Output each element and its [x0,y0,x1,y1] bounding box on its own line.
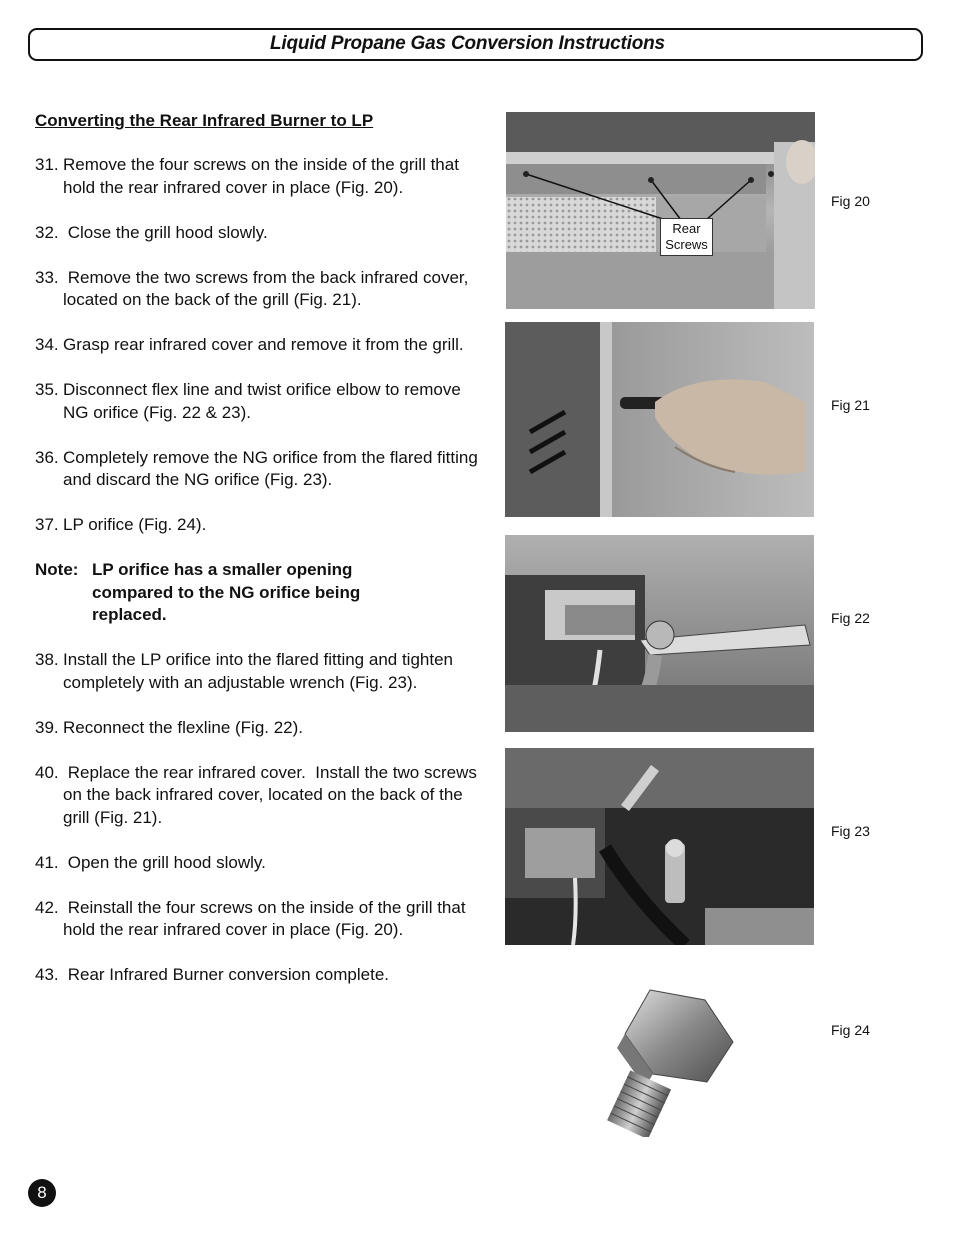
note-label: Note: [35,560,79,579]
step-36 [35,447,485,492]
step-text: Disconnect flex line and twist orifice elbow to remove NG orifice (Fig. 22 & 23). [63,380,461,422]
step-43 [35,964,485,987]
fig-21-illustration [505,322,814,517]
step-38 [35,649,485,694]
callout-line-1: Rear [672,221,701,236]
step-number: 41. [35,852,59,872]
fig-21-photo [505,322,814,517]
fig-20-label: Fig 20 [831,193,870,209]
step-37 [35,514,485,537]
step-text: Completely remove the NG orifice from the flared fitting and discard the NG orifice (Fig. 23). [63,447,478,489]
fig-24-photo [595,982,740,1137]
step-text: Rear Infrared Burner conversion complete. [63,965,389,984]
step-text: LP orifice (Fig. 24). [63,515,207,534]
step-39 [35,717,485,740]
step-41 [35,852,485,875]
step-number: 35. [35,380,59,399]
step-number: 32. [35,222,59,242]
step-31 [35,154,485,199]
fig-21-label: Fig 21 [831,397,870,413]
step-35 [35,379,485,424]
step-number: 33. [35,267,59,287]
step-42 [35,897,485,942]
fig-23-photo [505,748,814,945]
orifice-icon [595,982,740,1137]
step-text: Reconnect the flexline (Fig. 22). [63,717,304,737]
fig-24-label: Fig 24 [831,1022,870,1038]
callout-line-2: Screws [665,237,708,252]
step-number: 39. [35,717,59,737]
fig-20-photo [506,112,815,309]
fig-20-illustration [506,112,815,309]
step-text: Install the LP orifice into the flared fitting and tighten completely with an adjustable wrench (Fig. 23). [63,650,453,692]
fig-22-photo [505,535,814,732]
instruction-list [35,154,485,1009]
fig-23-illustration [505,748,814,945]
fig-22-label: Fig 22 [831,610,870,626]
step-text: Replace the rear infrared cover. Install the two screws on the back infrared cover, located on the back of the grill (Fig. 21). [63,762,482,827]
step-text: Remove the two screws from the back infrared cover, located on the back of the grill (Fig. 21). [63,267,474,309]
page-title: Liquid Propane Gas Conversion Instructions [270,33,665,54]
header-box [28,28,923,61]
page-number: 8 [28,1179,56,1207]
step-text: Grasp rear infrared cover and remove it from the grill. [63,335,464,354]
step-number: 42. [35,897,59,917]
fig-23-label: Fig 23 [831,823,870,839]
note-text: LP orifice has a smaller opening compared to the NG orifice being replaced. [92,560,361,624]
step-text: Remove the four screws on the inside of the grill that hold the rear infrared cover in place (Fig. 20). [63,155,459,197]
step-number: 37. [35,515,59,534]
fig-22-illustration [505,535,814,732]
step-number: 31. [35,155,59,174]
step-34 [35,334,485,357]
step-number: 36. [35,447,59,467]
step-text: Reinstall the four screws on the inside of the grill that hold the rear infrared cover in place (Fig. 20). [63,897,471,939]
step-number: 38. [35,650,59,669]
step-text: Close the grill hood slowly. [63,222,268,242]
step-text: Open the grill hood slowly. [63,852,266,872]
step-40 [35,762,485,830]
step-number: 40. [35,762,59,782]
rear-screws-callout [660,218,713,256]
step-32 [35,222,485,245]
step-number: 34. [35,335,59,354]
step-number: 43. [35,965,59,984]
note [35,559,485,627]
step-33 [35,267,485,312]
section-title: Converting the Rear Infrared Burner to LP [35,111,374,130]
